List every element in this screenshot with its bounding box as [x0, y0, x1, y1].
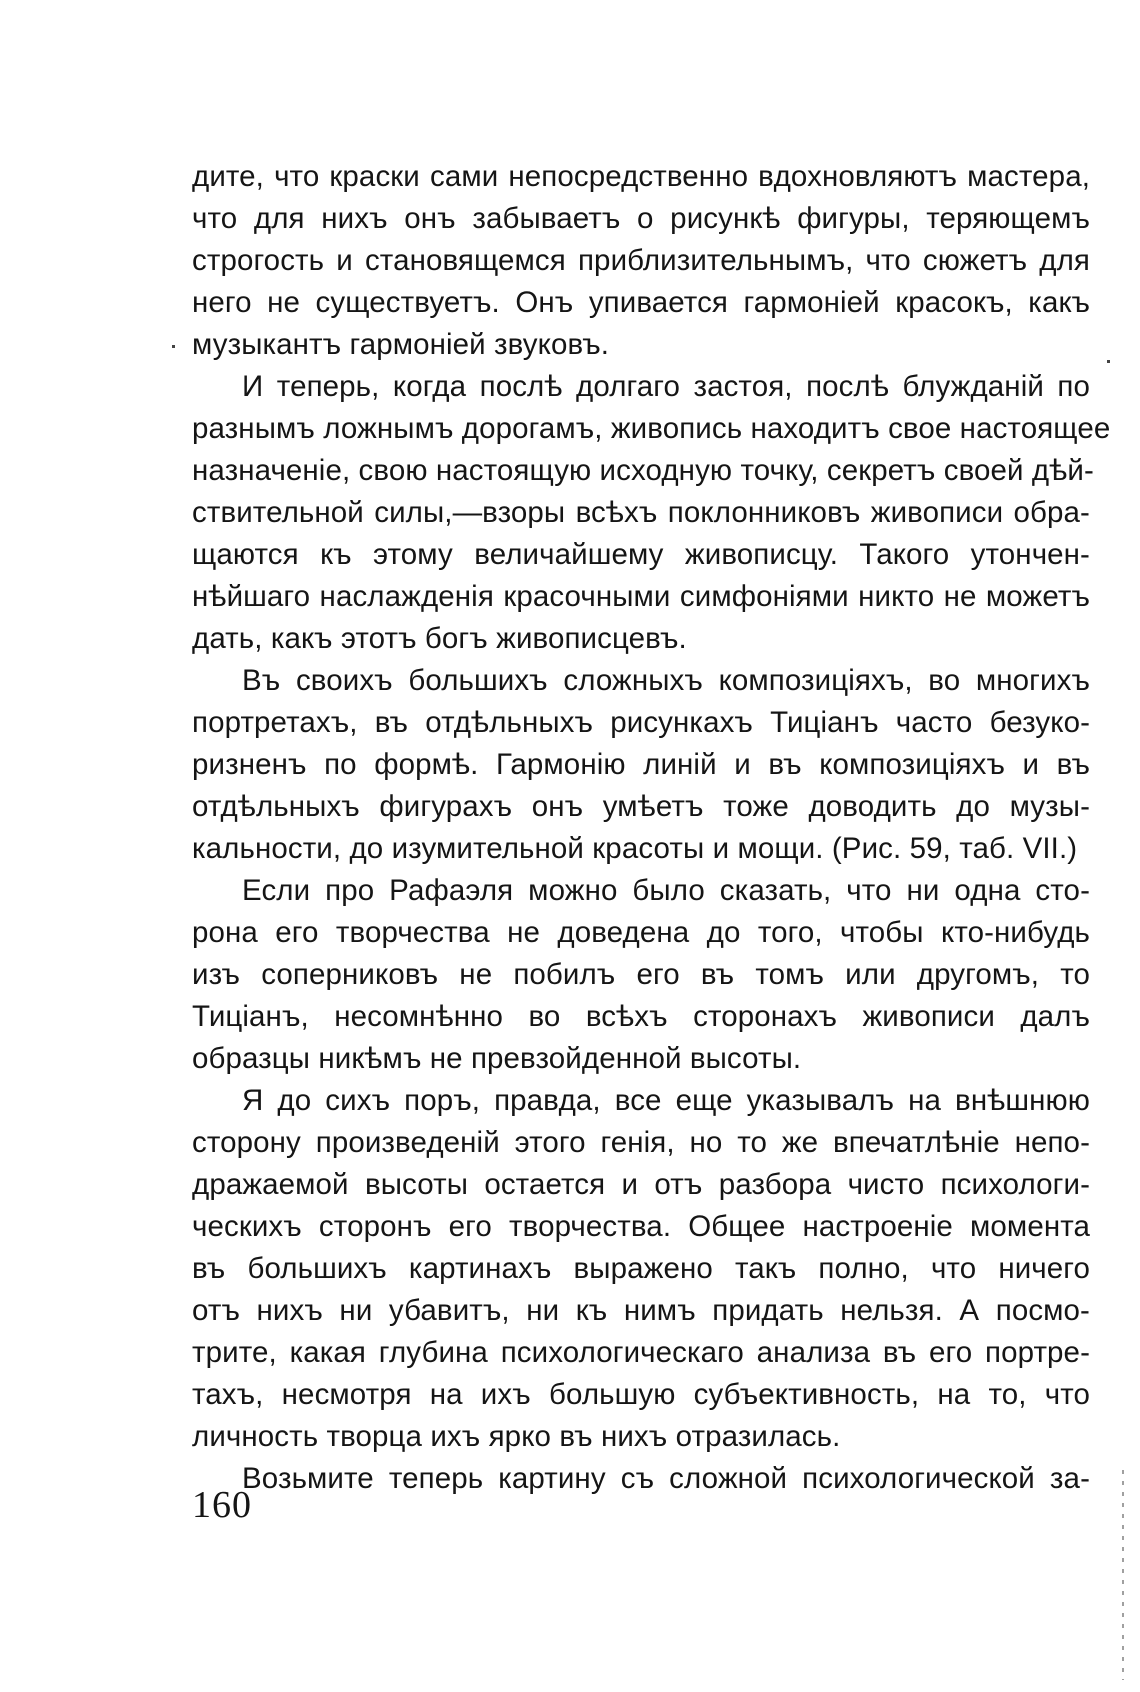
text-line: Въ своихъ большихъ сложныхъ композиціяхъ, во многихъ [242, 664, 1090, 697]
scan-edge-artifact [1122, 1470, 1124, 1680]
text-line: ческихъ сторонъ его творчества. Общее настроеніе момента [192, 1210, 1090, 1243]
text-line: Тиціанъ, несомнѣнно во всѣхъ сторонахъ живописи далъ [192, 1000, 1090, 1033]
text-line: разнымъ ложнымъ дорогамъ, живопись находитъ свое настоящее [192, 412, 1111, 445]
text-line: Если про Рафаэля можно было сказать, что ни одна сто- [242, 874, 1090, 907]
text-line: рона его творчества не доведена до того, чтобы кто-нибудь [192, 916, 1090, 949]
text-line: что для нихъ онъ забываетъ о рисункѣ фигуры, теряющемъ [192, 202, 1090, 235]
paragraph-5 [192, 1080, 1090, 1458]
text-line: трите, какая глубина психологическаго анализа въ его портре- [192, 1336, 1090, 1369]
page-number: 160 [192, 1484, 252, 1526]
text-line: портретахъ, въ отдѣльныхъ рисункахъ Тиціанъ часто безуко- [192, 706, 1090, 739]
text-line: ствительной силы,—взоры всѣхъ поклонниковъ живописи обра- [192, 496, 1090, 529]
text-line: личность творца ихъ ярко въ нихъ отразилась. [192, 1420, 841, 1453]
body-text [192, 156, 1111, 1500]
text-line: назначеніе, свою настоящую исходную точку, секретъ своей дѣй- [192, 454, 1094, 487]
text-line: дать, какъ этотъ богъ живописцевъ. [192, 622, 687, 655]
paragraph-6 [192, 1458, 1090, 1500]
scan-speck [172, 345, 175, 348]
text-line: щаются къ этому величайшему живописцу. Такого утончен- [192, 538, 1090, 571]
text-line: кальности, до изумительной красоты и мощи. (Рис. 59, таб. VII.) [192, 832, 1078, 865]
text-line: въ большихъ картинахъ выражено такъ полно, что ничего [192, 1252, 1090, 1285]
text-line: музыкантъ гармоніей звуковъ. [192, 328, 610, 361]
scan-speck [1107, 360, 1110, 363]
text-line: строгость и становящемся приблизительнымъ, что сюжетъ для [192, 244, 1090, 277]
text-line: образцы никѣмъ не превзойденной высоты. [192, 1042, 802, 1075]
text-line: Возьмите теперь картину съ сложной психологической за- [242, 1462, 1090, 1495]
paragraph-2 [192, 366, 1111, 660]
text-line: Я до сихъ поръ, правда, все еще указывалъ на внѣшнюю [242, 1084, 1090, 1117]
text-line: отъ нихъ ни убавитъ, ни къ нимъ придать нельзя. А посмо- [192, 1294, 1090, 1327]
text-line: дите, что краски сами непосредственно вдохновляютъ мастера, [192, 160, 1090, 193]
text-line: ризненъ по формѣ. Гармонію линій и въ композиціяхъ и въ [192, 748, 1090, 781]
text-line: тахъ, несмотря на ихъ большую субъективность, на то, что [192, 1378, 1090, 1411]
text-line: отдѣльныхъ фигурахъ онъ умѣетъ тоже доводить до музы- [192, 790, 1090, 823]
text-line: него не существуетъ. Онъ упивается гармоніей красокъ, какъ [192, 286, 1090, 319]
paragraph-3 [192, 660, 1090, 870]
text-line: дражаемой высоты остается и отъ разбора чисто психологи- [192, 1168, 1090, 1201]
paragraph-1 [192, 156, 1090, 366]
text-line: И теперь, когда послѣ долгаго застоя, послѣ блужданій по [242, 370, 1090, 403]
text-line: нѣйшаго наслажденія красочными симфоніями никто не можетъ [192, 580, 1090, 613]
text-line: изъ соперниковъ не побилъ его въ томъ или другомъ, то [192, 958, 1090, 991]
text-line: сторону произведеній этого генія, но то же впечатлѣніе непо- [192, 1126, 1090, 1159]
paragraph-4 [192, 870, 1090, 1080]
